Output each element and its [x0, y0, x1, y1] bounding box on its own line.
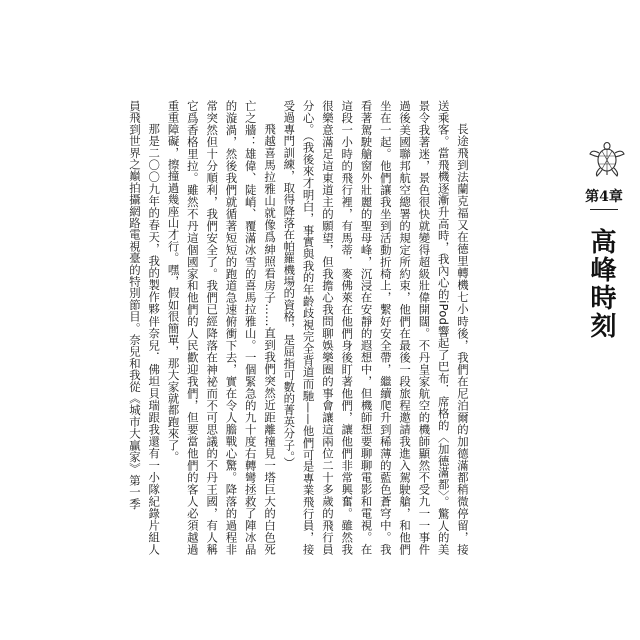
paragraph-1: 長途飛到法蘭克福又在德里轉機七小時後，我們在尼泊爾的加德滿都稍微停留，接送乘客。當飛機逐漸升高時，我內心的iPod響起了巴布．席格的〈加德滿都〉。驚人的美景令我著迷，景色很快就變得超級壯偉開闊。不丹皇家航空的機師顯然不受九一一事件過後美國聯邦航空總署的規定所約束，他們在最後一段旅程邀請我進入駕駛艙，和他們坐在一起。他們讓我坐到活動折椅上，繫好安全帶，繼續爬升到稀薄的藍色蒼穹中。我看著駕駛艙窗外壯麗的聖母峰，沉浸在安靜的遐想中，但機師想要聊聊電影和電視。在這段一小時的飛行裡，有馬蒂．麥佛萊在他們身後盯著他們，讓他們非常興奮。雖然我很樂意滿足這東道主的願望，但我擔心我問聊娛樂圈的事會讓這兩位二十多歲的飛行員分心。（我後來才明白，事實與我的年齡歧視完全背道而馳——他們可是專業飛行員，接受過專門訓練，取得降落在帕羅機場的資格，是屈指可數的菁英分子。） [282, 100, 470, 555]
paragraph-2: 飛越喜馬拉雅山就像爲紳照看房子……直到我們突然近距離撞見一塔巨大的白色死亡之牆：雄偉、陡峭、覆滿冰雪的喜馬拉雅山。一個緊急的九十度右轉彎拯救了陣冰晶的漩渦，然後我們就循著短短的跑道急速俯衝下去，實在令人膽戰心驚。降落的過程非常突然但十分順利，我們安全了。我們已經降落在神祕而不可思議的不丹王國，有人稱它爲香格里拉。雖然不丹這個國家和他們的人民歡迎我們，但要當他們的客人必須越過重重障礙，擦撞過幾座山才行。嘿，假如很簡單，那大家就都跑來了。 [166, 100, 278, 555]
chapter-label: 第4章 [585, 189, 623, 205]
body-text [77, 100, 472, 555]
chapter-divider [590, 209, 618, 210]
paragraph-3: 那是二〇〇九年的春天，我的製作夥伴奈兒．佛坦貝瑞跟我還有一小隊紀錄片組人員飛到世界之巔拍攝網路電視臺的特別節目。奈兒和我從《城市大贏家》第一季 [127, 100, 162, 555]
chapter-title: 高峰時刻 [586, 228, 616, 340]
turtle-icon [586, 138, 628, 180]
